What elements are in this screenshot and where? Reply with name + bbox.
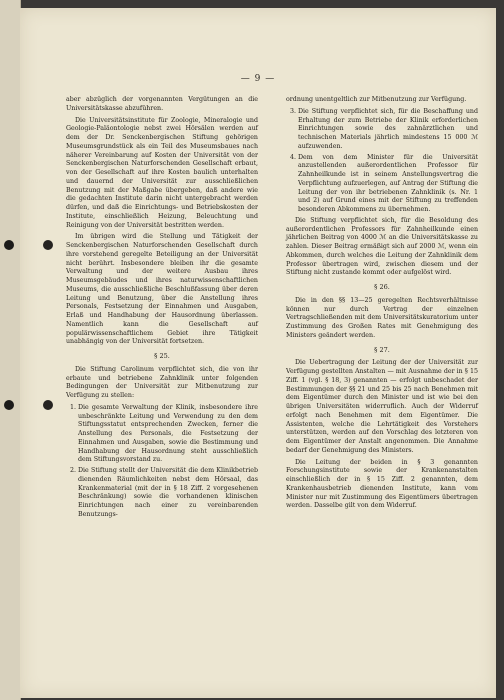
list-item: 3. Die Stiftung verpflichtet sich, für die Beschaffung und Erhaltung der zum Betriebe der Klinik erforderlichen Einrichtungen sowie des zahnärztlichen und technischen Materials jährlich mindestens 15 000 ℳ aufzuwenden. — [298, 108, 478, 152]
paragraph: Die Uebertragung der Leitung der der Universität zur Verfügung gestellten Anstalten — mit Ausnahme der in § 15 Ziff. 1 (vgl. § 18, 3) genannten — erfolgt unbeschadet der Bestimmungen der §§ 21 und 25 bis 25 nach Benehmen mit dem Eigentümer durch den Minister und ist wie bei den übrigen Universitäten widerruflich. Auch der Widerruf erfolgt nach Benehmen mit dem Eigentümer. Die Assistenten, welche die Lehrtätigkeit des Vorstehers unterstützen, werden auf den Vorschlag des letzteren von dem Eigentümer der Anstalt angenommen. Die Annahme bedarf der Genehmigung des Ministers. — [286, 359, 478, 454]
punch-hole — [4, 240, 14, 250]
paragraph: Die Stiftung verpflichtet sich, für die Besoldung des außerordentlichen Professors für Zahnheilkunde einen jährlichen Beitrag von 4000 ℳ an die Universitätskasse zu zahlen. Dieser Beitrag ermäßigt sich auf 2000 ℳ, wenn ein Abkommen, durch welches die Leitung der Zahnklinik dem Professor übertragen wird, zwischen diesem und der Stiftung nicht zustande kommt oder aufgelöst wird. — [286, 216, 478, 277]
list-item: 4. Dem von dem Minister für die Universität anzustellenden außerordentlichen Professor für Zahnheilkunde ist in seinem Anstellungsvertrag die Verpflichtung aufzuerlegen, auf Antrag der Stiftung die Leitung der von ihr betriebenen Zahnklinik (s. Nr. 1 und 2) auf Grund eines mit der Stiftung zu treffenden besonderen Abkommens zu übernehmen. — [298, 154, 478, 215]
numbered-list — [66, 404, 258, 520]
paragraph: Die Stiftung Carolinum verpflichtet sich, die von ihr erbaute und betriebene Zahnklinik unter folgenden Bedingungen der Universität zur Mitbenutzung zur Verfügung zu stellen: — [66, 365, 258, 399]
section-heading: § 26. — [374, 283, 390, 291]
paragraph: aber abzüglich der vorgenannten Vergütungen an die Universitätskasse abzuführen. — [66, 96, 258, 112]
list-item: 1. Die gesamte Verwaltung der Klinik, insbesondere ihre unbeschränkte Leitung und Verwendung zu den dem Stiftungsstatut entsprechenden Zwecken, ferner die Anstellung des Personals, die Festsetzung der Einnahmen und Ausgaben, sowie die Bestimmung und Handhabung der Hausordnung steht ausschließlich dem Stiftungsvorstand zu. — [78, 404, 258, 465]
punch-hole — [43, 240, 53, 250]
punch-hole — [4, 400, 14, 410]
list-item: 2. Die Stiftung stellt der Universität die dem Klinikbetrieb dienenden Räumlichkeiten nebst dem Hörsaal, das Krankenmaterial (mit der in § 18 Ziff. 2 vorgesehenen Beschränkung) sowie die vorhandenen klinischen Einrichtungen nach einer zu vereinbarenden Benutzungs- — [78, 467, 258, 520]
paragraph: ordnung unentgeltlich zur Mitbenutzung zur Verfügung. — [286, 96, 467, 103]
left-column — [66, 96, 258, 522]
numbered-list — [286, 108, 478, 215]
paragraph: Die Universitätsinstitute für Zoologie, Mineralogie und Geologie-Paläontologie nebst zwei Hörsälen werden auf dem der Dr. Senckenbergischen Stiftung gehörigen Museumsgrundstück als ein Teil des Museumsbaues nach näherer Vereinbarung auf Kosten der Universität von der Senckenbergischen Naturforschenden Gesellschaft erbaut, von der Gesellschaft auf ihre Kosten baulich unterhalten und dauernd der Universität zur ausschließlichen Benutzung mit der Maßgabe übergeben, daß andere wie die gedachten Institute darin nicht untergebracht werden dürfen, und daß die Einrichtungs- und Betriebskosten der Institute, einschließlich Heizung, Beleuchtung und Reinigung von der Universität bestritten werden. — [66, 116, 258, 229]
section-heading: § 27. — [374, 345, 390, 354]
page-number: — 9 — — [240, 74, 276, 84]
punch-hole — [43, 400, 53, 410]
document-page — [20, 8, 496, 698]
paragraph: Die Leitung der beiden in § 3 genannten Forschungsinstitute sowie der Krankenanstalten einschließlich der in § 15 Ziff. 2 genannten, dem Krankenhausbetrieb dienenden Institute, kann vom Minister nur mit Zustimmung des Eigentümers übertragen werden. Dasselbe gilt von dem Widerruf. — [286, 458, 478, 510]
right-column — [286, 96, 478, 514]
previous-page-edge — [0, 0, 21, 700]
section-heading: § 25. — [154, 352, 170, 360]
paragraph: Im übrigen wird die Stellung und Tätigkeit der Senckenbergischen Naturforschenden Gesellschaft durch ihre vorstehend geregelte Beteiligung an der Universität nicht berührt. Insbesondere bleiben ihr die gesamte Verwaltung und der weitere Ausbau ihres Museumsgebäudes und ihres naturwissenschaftlichen Museums, die ausschließliche Beschlußfassung über deren Leitung und Benutzung, über die Anstellung ihres Personals, Festsetzung der Einnahmen und Ausgaben, Erlaß und Handhabung der Hausordnung überlassen. Namentlich kann die Gesellschaft auf populärwissenschaftlichem Gebiet ihre Tätigkeit unabhängig von der Universität fortsetzen. — [66, 233, 258, 346]
paragraph: Die in den §§ 13—25 geregelten Rechtsverhältnisse können nur durch Vertrag der einzelnen Vertragschließenden mit dem Universitätskuratorium unter Zustimmung des Großen Rates mit Genehmigung des Ministers geändert werden. — [286, 296, 478, 339]
